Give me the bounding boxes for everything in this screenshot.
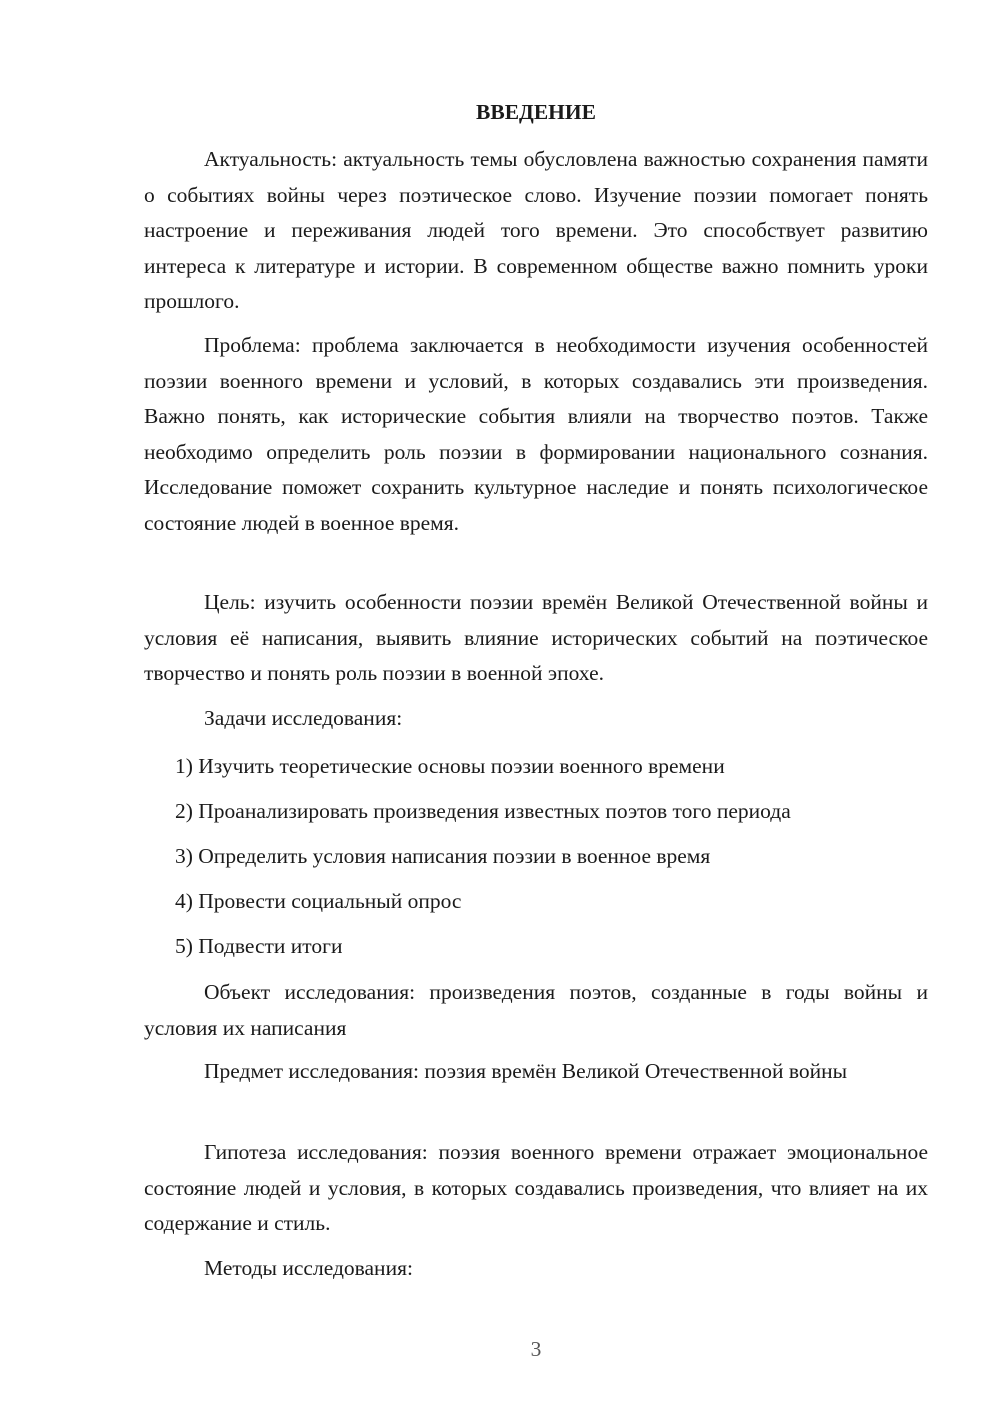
task-item-1: 1) Изучить теоретические основы поэзии военного времени (175, 754, 725, 778)
relevance-paragraph: Актуальность: актуальность темы обусловлена важностью сохранения памяти о событиях войны через поэтическое слово. Изучение поэзии помогает понять настроение и переживания людей того времени. Это способствует развитию интереса к литературе и истории. В современном обществе важно помнить уроки прошлого. (144, 147, 928, 313)
object-paragraph: Объект исследования: произведения поэтов, созданные в годы войны и условия их написания (144, 980, 928, 1040)
section-title: ВВЕДЕНИЕ (476, 100, 596, 124)
methods-heading: Методы исследования: (204, 1256, 413, 1280)
tasks-heading: Задачи исследования: (204, 706, 403, 730)
task-item-3: 3) Определить условия написания поэзии в военное время (175, 844, 711, 868)
subject-paragraph: Предмет исследования: поэзия времён Великой Отечественной войны (204, 1059, 848, 1083)
task-item-2: 2) Проанализировать произведения известных поэтов того периода (175, 799, 791, 823)
problem-paragraph: Проблема: проблема заключается в необходимости изучения особенностей поэзии военного времени и условий, в которых создавались эти произведения. Важно понять, как исторические события влияли на творчество поэтов. Также необходимо определить роль поэзии в формировании национального сознания. Исследование поможет сохранить культурное наследие и понять психологическое состояние людей в военное время. (144, 333, 928, 535)
task-item-4: 4) Провести социальный опрос (175, 889, 462, 913)
goal-paragraph: Цель: изучить особенности поэзии времён Великой Отечественной войны и условия её написания, выявить влияние исторических событий на поэтическое творчество и понять роль поэзии в военной эпохе. (144, 590, 928, 685)
page-number: 3 (530, 1337, 542, 1361)
task-item-5: 5) Подвести итоги (175, 934, 343, 958)
hypothesis-paragraph: Гипотеза исследования: поэзия военного времени отражает эмоциональное состояние людей и условия, в которых создавались произведения, что влияет на их содержание и стиль. (144, 1140, 928, 1235)
